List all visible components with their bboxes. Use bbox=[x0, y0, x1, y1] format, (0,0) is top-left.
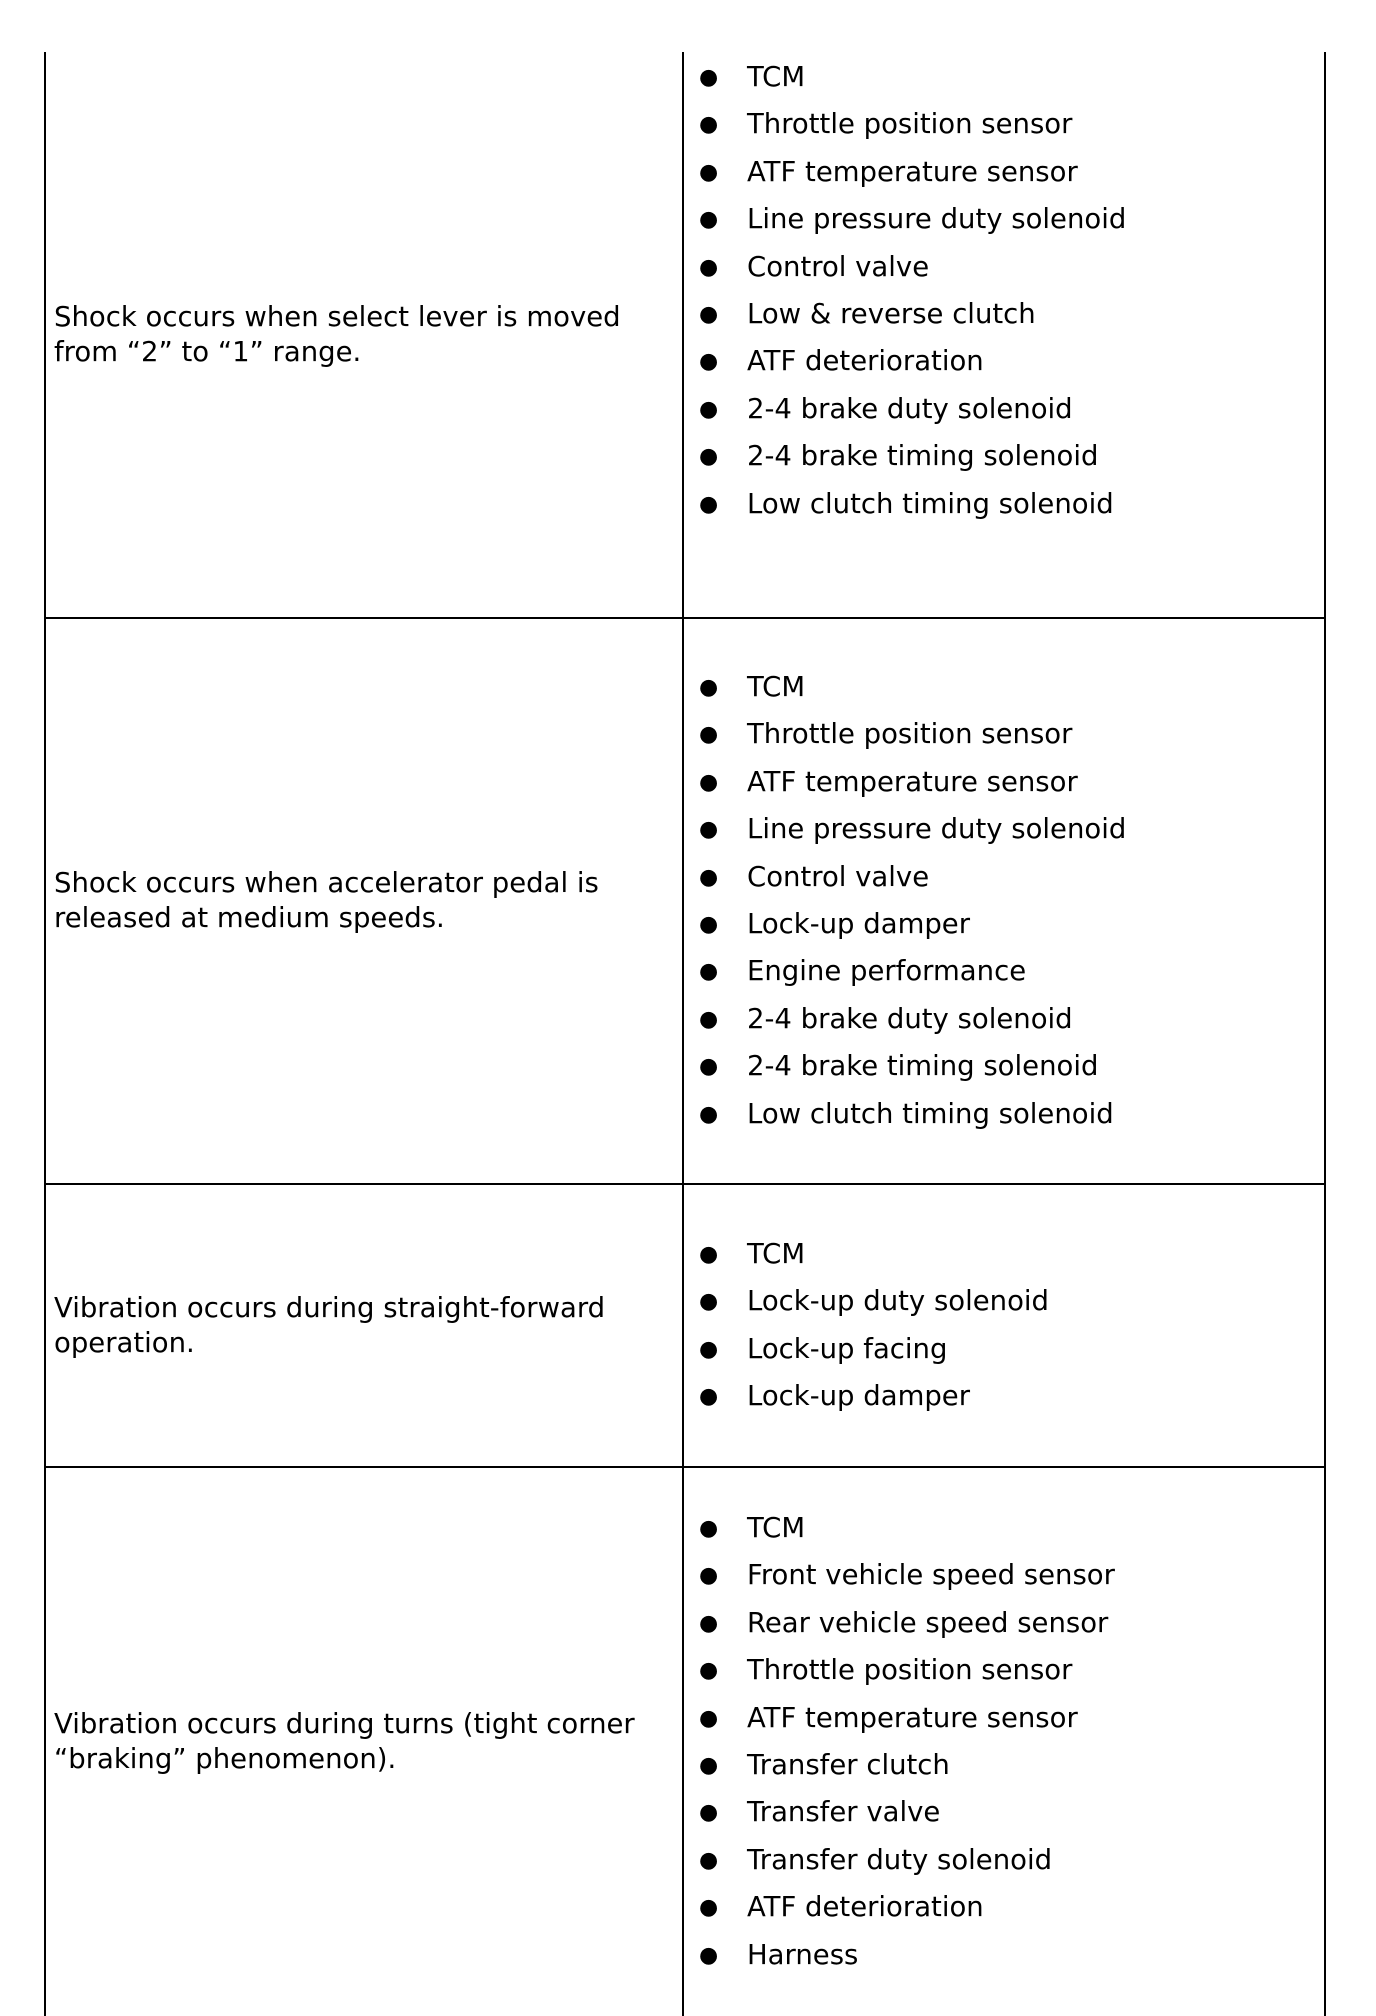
bullet-icon: ● bbox=[699, 1753, 719, 1778]
bullet-icon: ● bbox=[699, 1516, 719, 1542]
symptom-cell bbox=[45, 52, 683, 618]
list-item bbox=[684, 1043, 1324, 1090]
causes-list bbox=[684, 54, 1324, 528]
list-item bbox=[684, 806, 1324, 853]
cause-text: Transfer clutch bbox=[747, 1749, 950, 1781]
cause-text: TCM bbox=[747, 61, 806, 93]
cause-text: 2-4 brake timing solenoid bbox=[747, 440, 1099, 473]
list-item bbox=[684, 1695, 1324, 1742]
document-page bbox=[44, 52, 1324, 1982]
bullet-icon: ● bbox=[699, 1101, 719, 1127]
bullet-icon: ● bbox=[699, 722, 719, 748]
list-item bbox=[684, 1091, 1324, 1138]
list-item bbox=[684, 1278, 1324, 1325]
bullet-icon: ● bbox=[699, 444, 719, 470]
cause-text: ATF deterioration bbox=[747, 1891, 984, 1924]
causes-cell bbox=[683, 618, 1325, 1184]
bullet-icon: ● bbox=[699, 1610, 719, 1636]
list-item bbox=[684, 1600, 1324, 1647]
cause-text: TCM bbox=[747, 1237, 806, 1270]
cause-text: 2-4 brake duty solenoid bbox=[747, 1002, 1073, 1035]
bullet-icon: ● bbox=[699, 1336, 719, 1362]
bullet-icon: ● bbox=[699, 301, 719, 327]
bullet-icon: ● bbox=[699, 112, 719, 138]
bullet-icon: ● bbox=[699, 159, 719, 185]
bullet-icon: ● bbox=[699, 1563, 719, 1589]
cause-text: Control valve bbox=[747, 250, 930, 283]
list-item bbox=[684, 1505, 1324, 1552]
bullet-icon: ● bbox=[699, 1054, 719, 1080]
bullet-icon: ● bbox=[699, 1241, 719, 1267]
symptom-cell bbox=[45, 1467, 683, 2016]
list-item bbox=[684, 1373, 1324, 1420]
bullet-icon: ● bbox=[699, 912, 719, 937]
cause-text: Transfer duty solenoid bbox=[747, 1843, 1053, 1876]
cause-text: Harness bbox=[747, 1938, 859, 1971]
list-item bbox=[684, 149, 1324, 196]
list-item bbox=[684, 854, 1324, 901]
list-item bbox=[684, 101, 1324, 148]
list-item bbox=[684, 948, 1324, 995]
bullet-icon: ● bbox=[699, 1942, 719, 1968]
bullet-icon: ● bbox=[699, 1847, 719, 1873]
cause-text: Front vehicle speed sensor bbox=[747, 1559, 1115, 1592]
list-item bbox=[684, 996, 1324, 1043]
symptom-cell bbox=[45, 1184, 683, 1467]
cause-text: Line pressure duty solenoid bbox=[747, 813, 1127, 846]
cause-text: Throttle position sensor bbox=[747, 1654, 1073, 1687]
cause-text: 2-4 brake timing solenoid bbox=[747, 1050, 1099, 1083]
bullet-icon: ● bbox=[699, 864, 719, 890]
list-item bbox=[684, 244, 1324, 291]
causes-list bbox=[684, 1505, 1324, 1979]
causes-cell bbox=[683, 52, 1325, 618]
list-item bbox=[684, 1884, 1324, 1931]
cause-text: ATF temperature sensor bbox=[747, 1701, 1078, 1734]
bullet-icon: ● bbox=[699, 1658, 719, 1684]
bullet-icon: ● bbox=[699, 65, 719, 90]
cause-text: TCM bbox=[747, 1512, 806, 1545]
list-item bbox=[684, 901, 1324, 948]
list-item bbox=[684, 664, 1324, 711]
bullet-icon: ● bbox=[699, 1895, 719, 1921]
causes-list bbox=[684, 1231, 1324, 1421]
cause-text: Transfer valve bbox=[747, 1796, 941, 1829]
cause-text: Low & reverse clutch bbox=[747, 297, 1036, 330]
cause-text: Low clutch timing solenoid bbox=[747, 1097, 1114, 1130]
bullet-icon: ● bbox=[699, 1006, 719, 1032]
list-item bbox=[684, 433, 1324, 480]
cause-text: Lock-up damper bbox=[747, 1379, 971, 1412]
table-row bbox=[45, 618, 1325, 1184]
causes-cell bbox=[683, 1467, 1325, 2016]
bullet-icon: ● bbox=[699, 1289, 719, 1315]
list-item bbox=[684, 711, 1324, 758]
cause-text: Line pressure duty solenoid bbox=[747, 203, 1127, 236]
symptom-text: Vibration occurs during turns (tight corner “braking” phenomenon). bbox=[54, 1708, 635, 1775]
list-item bbox=[684, 1231, 1324, 1278]
symptom-text: Vibration occurs during straight-forward operation. bbox=[54, 1291, 606, 1359]
diagnosis-table bbox=[44, 52, 1326, 2016]
bullet-icon: ● bbox=[699, 959, 719, 985]
bullet-icon: ● bbox=[699, 349, 719, 375]
list-item bbox=[684, 1647, 1324, 1694]
symptom-text: Shock occurs when accelerator pedal is released at medium speeds. bbox=[54, 867, 599, 934]
cause-text: TCM bbox=[747, 671, 806, 704]
cause-text: Engine performance bbox=[747, 955, 1027, 988]
bullet-icon: ● bbox=[699, 491, 719, 517]
symptom-text: Shock occurs when select lever is moved from “2” to “1” range. bbox=[54, 300, 621, 368]
bullet-icon: ● bbox=[699, 1383, 719, 1409]
list-item bbox=[684, 291, 1324, 338]
table-row bbox=[45, 1184, 1325, 1467]
bullet-icon: ● bbox=[699, 769, 719, 795]
cause-text: Rear vehicle speed sensor bbox=[747, 1606, 1109, 1639]
list-item bbox=[684, 1837, 1324, 1884]
cause-text: Lock-up damper bbox=[747, 908, 971, 940]
symptom-cell bbox=[45, 618, 683, 1184]
bullet-icon: ● bbox=[699, 1705, 719, 1731]
list-item bbox=[684, 386, 1324, 433]
list-item bbox=[684, 196, 1324, 243]
cause-text: Low clutch timing solenoid bbox=[747, 487, 1114, 520]
list-item bbox=[684, 54, 1324, 101]
bullet-icon: ● bbox=[699, 254, 719, 280]
cause-text: Lock-up duty solenoid bbox=[747, 1285, 1050, 1318]
list-item bbox=[684, 338, 1324, 385]
list-item bbox=[684, 1326, 1324, 1373]
bullet-icon: ● bbox=[699, 675, 719, 701]
cause-text: ATF temperature sensor bbox=[747, 765, 1078, 798]
list-item bbox=[684, 1742, 1324, 1789]
list-item bbox=[684, 759, 1324, 806]
table-row bbox=[45, 52, 1325, 618]
table-row bbox=[45, 1467, 1325, 2016]
bullet-icon: ● bbox=[699, 207, 719, 233]
list-item bbox=[684, 1932, 1324, 1979]
cause-text: 2-4 brake duty solenoid bbox=[747, 392, 1073, 425]
bullet-icon: ● bbox=[699, 817, 719, 843]
cause-text: Throttle position sensor bbox=[747, 718, 1073, 751]
cause-text: Throttle position sensor bbox=[747, 108, 1073, 141]
cause-text: Lock-up facing bbox=[747, 1332, 948, 1365]
causes-cell bbox=[683, 1184, 1325, 1467]
list-item bbox=[684, 481, 1324, 528]
causes-list bbox=[684, 664, 1324, 1138]
list-item bbox=[684, 1789, 1324, 1836]
cause-text: ATF deterioration bbox=[747, 345, 984, 378]
bullet-icon: ● bbox=[699, 1800, 719, 1826]
list-item bbox=[684, 1552, 1324, 1599]
cause-text: ATF temperature sensor bbox=[747, 155, 1078, 188]
bullet-icon: ● bbox=[699, 396, 719, 422]
cause-text: Control valve bbox=[747, 860, 930, 893]
